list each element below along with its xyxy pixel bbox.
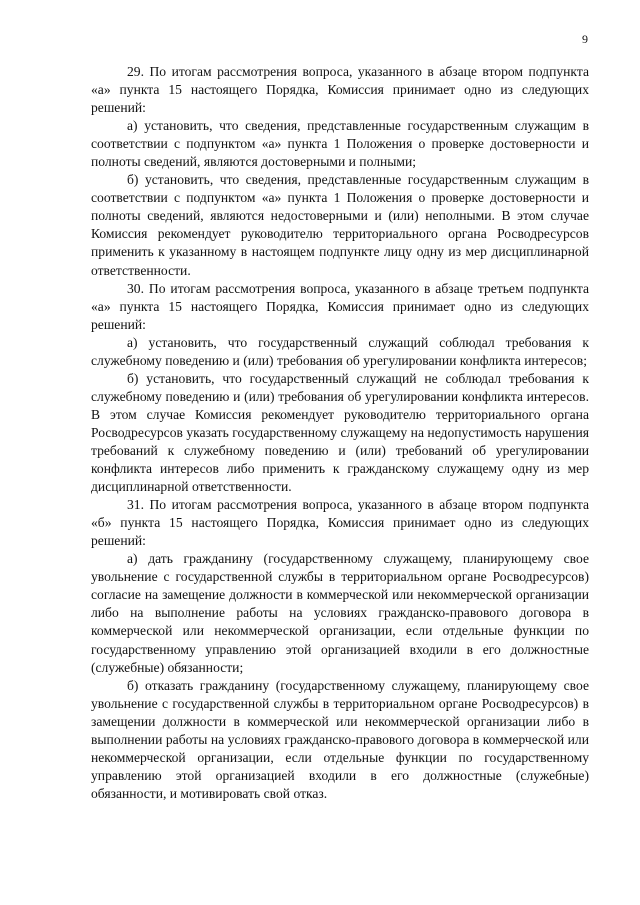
- paragraph-29-a: а) установить, что сведения, представленные государственным служащим в соответствии с подпунктом «а» пункта 1 Положения о проверке достоверности и полноты сведений, являются достоверными и полными;: [91, 118, 589, 170]
- page-number: 9: [582, 32, 588, 46]
- paragraph-31-a: а) дать гражданину (государственному служащему, планирующему свое увольнение с государственной службы в территориальном органе Росводресурсов) согласие на замещение должности в коммерческой или некоммерческой организации либо на выполнение работы на условиях гражданско-правового договора в коммерческой или некоммерческой организации, если отдельные функции по государственному управлению этой организацией входили в его должностные (служебные) обязанности;: [91, 551, 589, 675]
- paragraph-31-b: б) отказать гражданину (государственному служащему, планирующему свое увольнение с государственной службы в территориальном органе Росводресурсов) в замещении должности в коммерческой или некоммерческой организации либо в выполнении работы на условиях гражданско-правового договора в коммерческой или некоммерческой организации, если отдельные функции по государственному управлению этой организацией входили в его должностные (служебные) обязанности, и мотивировать свой отказ.: [91, 677, 589, 801]
- paragraph-30-a: а) установить, что государственный служащий соблюдал требования к служебному поведению и (или) требования об урегулировании конфликта интересов;: [91, 334, 589, 368]
- paragraph-31: 31. По итогам рассмотрения вопроса, указанного в абзаце втором подпункта «б» пункта 15 настоящего Порядка, Комиссия принимает одно из следующих решений:: [91, 497, 589, 549]
- document-body: [91, 63, 589, 803]
- paragraph-30-b: б) установить, что государственный служащий не соблюдал требования к служебному поведению и (или) требования об урегулировании конфликта интересов. В этом случае Комиссия рекомендует руководителю территориального органа Росводресурсов указать государственному служащему на недопустимость нарушения требований к служебному поведению и (или) требований об урегулировании конфликта интересов либо применить к гражданскому служащему одну из мер дисциплинарной ответственности.: [91, 370, 589, 495]
- paragraph-30: 30. По итогам рассмотрения вопроса, указанного в абзаце третьем подпункта «а» пункта 15 настоящего Порядка, Комиссия принимает одно из следующих решений:: [91, 280, 589, 332]
- paragraph-29-b: б) установить, что сведения, представленные государственным служащим в соответствии с подпунктом «а» пункта 1 Положения о проверке достоверности и полноты сведений, являются недостоверными и (или) неполными. В этом случае Комиссия рекомендует руководителю территориального органа Росводресурсов применить к указанному в настоящем подпункте лицу одну из мер дисциплинарной ответственности.: [91, 172, 589, 278]
- paragraph-29: 29. По итогам рассмотрения вопроса, указанного в абзаце втором подпункта «а» пункта 15 настоящего Порядка, Комиссия принимает одно из следующих решений:: [91, 64, 589, 116]
